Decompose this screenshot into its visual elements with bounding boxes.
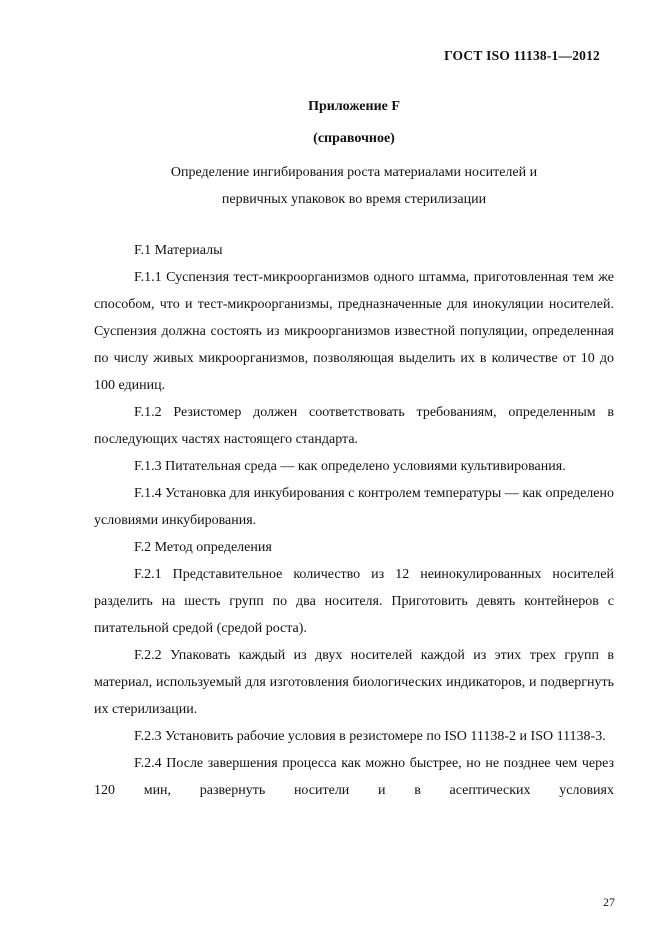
annex-heading-line2: первичных упаковок во время стерилизации [221,192,487,207]
section-f2-heading: F.2 Метод определения [134,540,272,555]
paragraph-f1-2: F.1.2 Резистомер должен соответствовать требованиям, определенным в последующих частях настоящего стандарта. [94,405,614,447]
paragraph-f2-1: F.2.1 Представительное количество из 12 неинокулированных носителей разделить на шесть групп по два носителя. Приготовить девять контейнеров с питательной средой (средой роста). [94,567,614,636]
annex-heading-line1: Определение ингибирования роста материалами носителей и [170,165,538,180]
page-number: 27 [603,895,615,909]
paragraph-f2-2: F.2.2 Упаковать каждый из двух носителей каждой из этих трех групп в материал, используемый для изготовления биологических индикаторов, и подвергнуть их стерилизации. [94,648,614,717]
standard-header: ГОСТ ISO 11138-1—2012 [444,48,600,63]
paragraph-f1-4: F.1.4 Установка для инкубирования с контролем температуры — как определено условиями инкубирования. [94,486,614,528]
annex-title: Приложение F [308,99,400,114]
document-body [94,237,614,804]
annex-status: (справочное) [313,131,395,146]
paragraph-f1-1: F.1.1 Суспензия тест-микроорганизмов одного штамма, приготовленная тем же способом, что и тест-микроорганизмы, предназначенные для инокуляции носителей. Суспензия должна состоять из микроорганизмов известной популяции, определенная по числу живых микроорганизмов, позволяющая выделить их в количестве от 10 до 100 единиц. [94,270,614,393]
paragraph-f2-4: F.2.4 После завершения процесса как можно быстрее, но не позднее чем через 120 мин, развернуть носители и в асептических условиях [94,756,614,798]
section-f1-heading: F.1 Материалы [134,243,223,258]
paragraph-f2-3: F.2.3 Установить рабочие условия в резистомере по ISO 11138-2 и ISO 11138-3. [134,729,606,744]
paragraph-f1-3: F.1.3 Питательная среда — как определено условиями культивирования. [134,459,566,474]
